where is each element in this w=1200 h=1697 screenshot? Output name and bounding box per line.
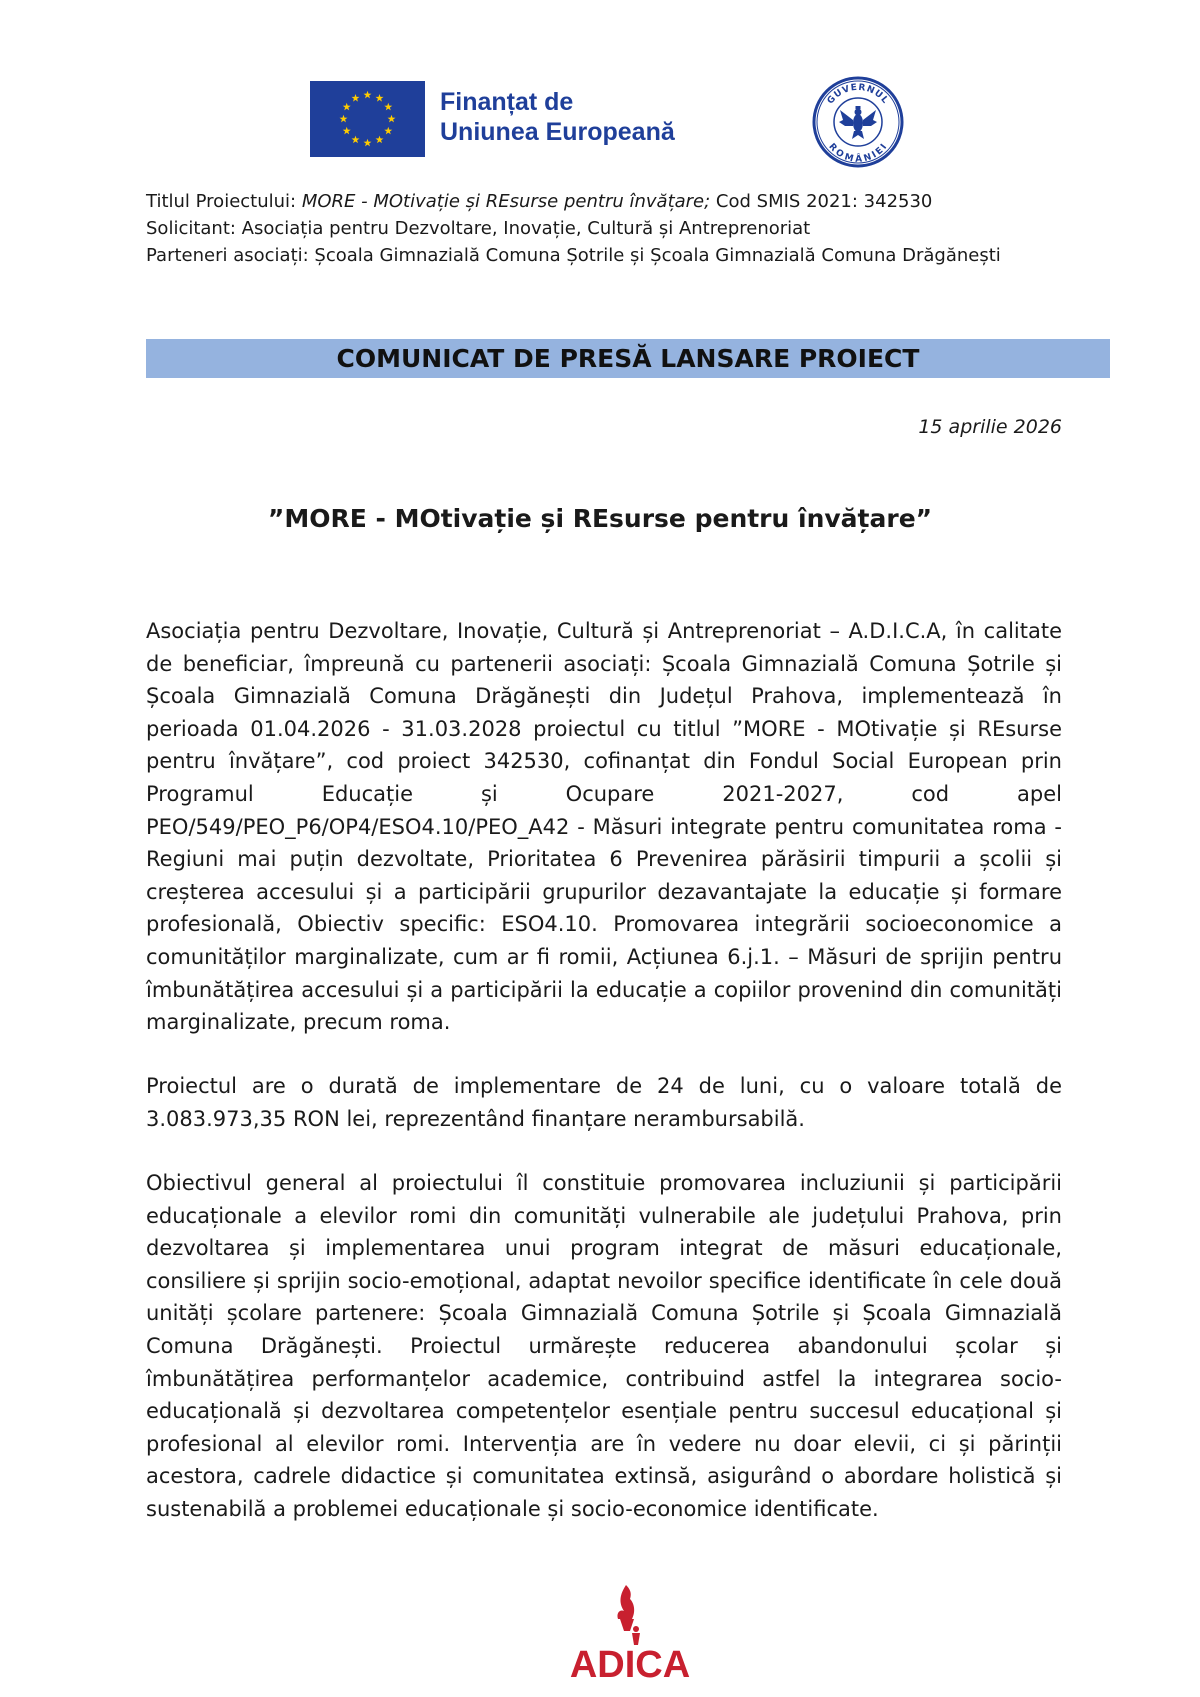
eu-star-icon bbox=[352, 136, 360, 144]
eu-funding-label bbox=[440, 87, 675, 147]
project-partners: Parteneri asociați: Școala Gimnazială Comuna Șotrile și Școala Gimnazială Comuna Drăgănești bbox=[146, 245, 1001, 266]
eu-star-icon bbox=[364, 91, 372, 99]
eu-star-icon bbox=[352, 94, 360, 102]
project-applicant: Solicitant: Asociația pentru Dezvoltare, Inovație, Cultură și Antreprenoriat bbox=[146, 218, 811, 239]
body-paragraph-3: Obiectivul general al proiectului îl constituie promovarea incluziunii și participării educaționale a elevilor romi din comunități vulnerabile ale județului Prahova, prin dezvoltarea și implementarea unui program integrat de măsuri educaționale, consiliere și sprijin socio-emoțional, adaptat nevoilor specifice identificate în cele două unități școlare partenere: Școala Gimnazială Comuna Șotrile și Școala Gimnazială Comuna Drăgănești. Proiectul urmărește reducerea abandonului școlar și îmbunătățirea performanțelor academice, contribuind astfel la integrarea socio-educațională și dezvoltarea competențelor esențiale pentru succesul educațional și profesional al elevilor romi. Intervenția are în vedere nu doar elevii, ci și părinții acestora, cadrele didactice și comunitatea extinsă, asigurând o abordare holistică și sustenabilă a problemei educaționale și socio-economice identificate. bbox=[146, 1171, 1062, 1521]
project-title-line bbox=[146, 188, 1066, 215]
eu-star-icon bbox=[343, 127, 351, 135]
project-smis-code: Cod SMIS 2021: 342530 bbox=[710, 191, 933, 212]
adica-logo-text: ADICA bbox=[569, 1644, 691, 1683]
release-date: 15 aprilie 2026 bbox=[918, 416, 1062, 438]
government-seal-logo bbox=[812, 76, 904, 168]
body-paragraph-1: Asociația pentru Dezvoltare, Inovație, Cultură și Antreprenoriat – A.D.I.C.A, în calitate de beneficiar, împreună cu partenerii asociați: Școala Gimnazială Comuna Șotrile și Școala Gimnazială Comuna Drăgănești din Județul Prahova, implementează în perioada 01.04.2026 - 31.03.2028 proiectul cu titlul ”MORE - MOtivație și REsurse pentru învățare”, cod proiect 342530, cofinanțat din Fondul Social European prin Programul Educație și Ocupare 2021-2027, cod apel PEO/549/PEO_P6/OP4/ESO4.10/PEO_A42 - Măsuri integrate pentru comunitatea roma - Regiuni mai puțin dezvoltate, Prioritatea 6 Prevenirea părăsirii timpurii a școlii și creșterea accesului și a participării grupurilor dezavantajate la educație și formare profesională, Obiectiv specific: ESO4.10. Promovarea integrării socioeconomice a comunităților marginalizate, cum ar fi romii, Acțiunea 6.j.1. – Măsuri de sprijin pentru îmbunătățirea accesului și a participării la educație a copiilor provenind din comunități marginalizate, precum roma. bbox=[146, 619, 1062, 1035]
eu-flag-logo bbox=[310, 81, 425, 157]
project-title-prefix: Titlul Proiectului: bbox=[146, 191, 302, 212]
project-title-name: MORE - MOtivație și REsurse pentru învățare; bbox=[301, 191, 711, 212]
body-paragraph-2: Proiectul are o durată de implementare de 24 de luni, cu o valoare totală de 3.083.973,35 RON lei, reprezentând finanțare nerambursabilă. bbox=[146, 1074, 1062, 1131]
eu-star-icon bbox=[364, 139, 372, 147]
eu-star-icon bbox=[384, 103, 392, 111]
adica-torch-logo-icon bbox=[560, 1583, 700, 1683]
eu-funding-line1: Finanțat de bbox=[440, 88, 574, 116]
project-info bbox=[146, 188, 1066, 269]
adica-logo bbox=[560, 1583, 700, 1683]
press-release-banner-title: COMUNICAT DE PRESĂ LANSARE PROIECT bbox=[336, 344, 920, 373]
eu-star-icon bbox=[376, 136, 384, 144]
eu-funding-line2: Uniunea Europeană bbox=[440, 118, 675, 146]
eu-star-icon bbox=[376, 94, 384, 102]
eu-star-icon bbox=[343, 103, 351, 111]
eu-star-icon bbox=[340, 115, 348, 123]
seal-text-top: GUVERNUL bbox=[825, 82, 891, 107]
government-seal-icon bbox=[812, 76, 904, 168]
eu-star-icon bbox=[388, 115, 396, 123]
eu-stars-icon bbox=[310, 81, 425, 157]
seal-text-bottom: ROMÂNIEI bbox=[826, 141, 890, 165]
eu-star-icon bbox=[384, 127, 392, 135]
project-title-heading: ”MORE - MOtivație și REsurse pentru învățare” bbox=[267, 504, 933, 533]
